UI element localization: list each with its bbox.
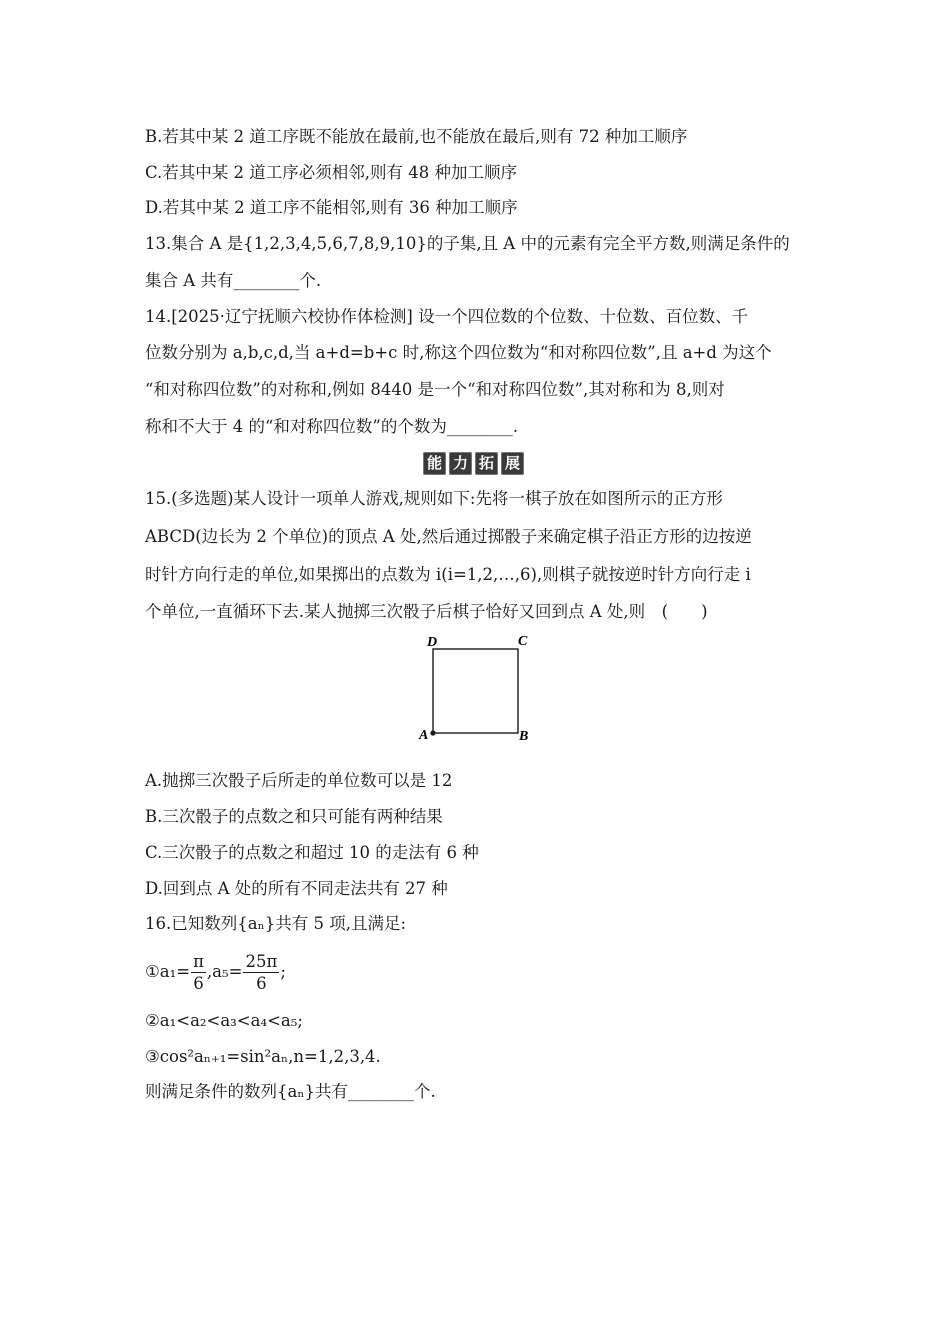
point-a-dot <box>430 730 435 735</box>
q14-line-1: 14.[2025·辽宁抚顺六校协作体检测] 设一个四位数的个位数、十位数、百位数、千 <box>145 307 749 326</box>
q12-option-c: C.若其中某 2 道工序必须相邻,则有 48 种加工顺序 <box>145 163 517 182</box>
fraction-numerator: 25π <box>245 952 278 971</box>
q16-answer-line: 则满足条件的数列{aₙ}共有________个. <box>145 1082 436 1101</box>
q16-line-1: 16.已知数列{aₙ}共有 5 项,且满足: <box>145 914 407 933</box>
badge-char-2: 力 <box>449 452 472 475</box>
fraction-denominator: 6 <box>256 974 267 993</box>
q14-line-4: 称和不大于 4 的“和对称四位数”的个数为________. <box>145 417 519 436</box>
q16-condition-2: ②a₁<a₂<a₃<a₄<a₅; <box>145 1011 303 1030</box>
cond1-suffix: ; <box>280 962 286 981</box>
q16-condition-3: ③cos²aₙ₊₁=sin²aₙ,n=1,2,3,4. <box>145 1047 381 1066</box>
q15-line-1: 15.(多选题)某人设计一项单人游戏,规则如下:先将一棋子放在如图所示的正方形 <box>145 489 723 508</box>
q15-line-2: ABCD(边长为 2 个单位)的顶点 A 处,然后通过掷骰子来确定棋子沿正方形的边按逆 <box>145 527 752 546</box>
q15-line-4: 个单位,一直循环下去.某人抛掷三次骰子后棋子恰好又回到点 A 处,则 ( ) <box>145 602 708 621</box>
q13-line-1: 13.集合 A 是{1,2,3,4,5,6,7,8,9,10}的子集,且 A 中的元素有完全平方数,则满足条件的 <box>145 234 790 253</box>
q13-line-2: 集合 A 共有________个. <box>145 271 322 290</box>
fraction-numerator: π <box>193 952 204 971</box>
badge-char-3: 拓 <box>475 452 498 475</box>
q15-option-a: A.抛掷三次骰子后所走的单位数可以是 12 <box>145 771 453 790</box>
cond1-mid: ,a₅= <box>206 962 243 981</box>
q15-option-b: B.三次骰子的点数之和只可能有两种结果 <box>145 807 443 826</box>
fraction-denominator: 6 <box>193 974 204 993</box>
fraction-25pi-over-6 <box>243 951 279 994</box>
section-badge-ability-extension <box>423 452 524 476</box>
square-abcd-figure <box>415 628 535 748</box>
q14-line-3: “和对称四位数”的对称和,例如 8440 是一个“和对称四位数”,其对称和为 8,则对 <box>145 380 725 399</box>
q12-option-d: D.若其中某 2 道工序不能相邻,则有 36 种加工顺序 <box>145 198 518 217</box>
square-abcd <box>433 649 518 733</box>
badge-char-4: 展 <box>501 452 524 475</box>
label-c: C <box>518 634 528 649</box>
badge-char-1: 能 <box>423 452 446 475</box>
q16-condition-1 <box>145 950 286 994</box>
label-b: B <box>519 729 529 744</box>
label-d: D <box>427 635 438 650</box>
cond1-prefix: ①a₁= <box>145 962 191 981</box>
q12-option-b: B.若其中某 2 道工序既不能放在最前,也不能放在最后,则有 72 种加工顺序 <box>145 127 688 146</box>
q14-line-2: 位数分别为 a,b,c,d,当 a+d=b+c 时,称这个四位数为“和对称四位数”,且 a+d 为这个 <box>145 343 772 362</box>
q15-option-c: C.三次骰子的点数之和超过 10 的走法有 6 种 <box>145 843 479 862</box>
label-a: A <box>419 728 429 743</box>
fraction-pi-over-6 <box>191 951 206 994</box>
q15-option-d: D.回到点 A 处的所有不同走法共有 27 种 <box>145 879 448 898</box>
q15-line-3: 时针方向行走的单位,如果掷出的点数为 i(i=1,2,…,6),则棋子就按逆时针方向行走 i <box>145 565 751 584</box>
